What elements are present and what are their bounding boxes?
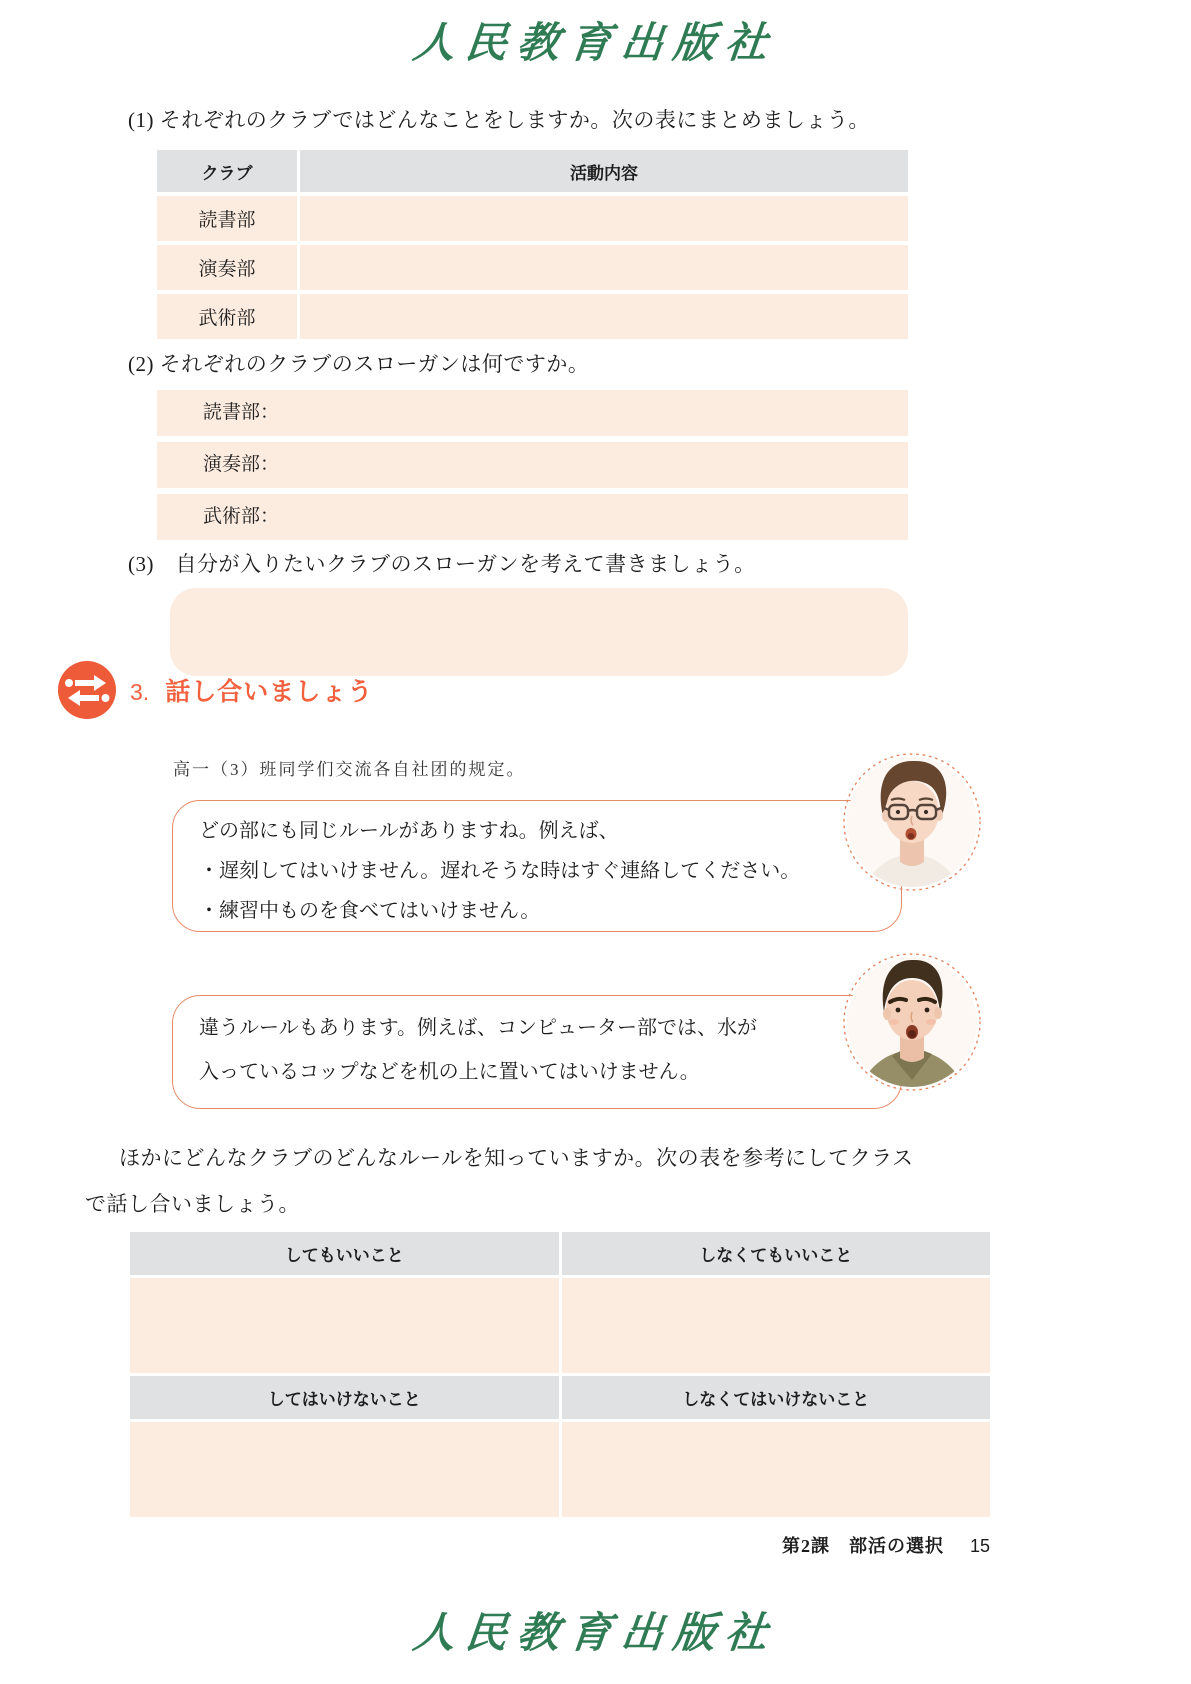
publisher-logo-bottom: 人民教育出版社: [410, 1608, 780, 1657]
publisher-logo-top: 人民教育出版社: [410, 18, 780, 67]
discussion-paragraph: [85, 1135, 1115, 1227]
bubble-line: 入っているコップなどを机の上に置いてはいけません。: [199, 1061, 700, 1083]
table-row: [157, 294, 908, 339]
section-heading: [130, 672, 373, 708]
table-row: [157, 196, 908, 241]
section-title: 話し合いましょう: [165, 678, 374, 706]
slogan-row: 読書部：: [157, 390, 908, 436]
slogan-row: 武術部：: [157, 494, 908, 540]
paragraph-line: ほかにどんなクラブのどんなルールを知っていますか。次の表を参考にしてクラス: [119, 1146, 914, 1170]
discussion-icon: [57, 660, 117, 720]
header-cell-club: クラブ: [157, 150, 297, 192]
bubble-line: 違うルールもあります。例えば、コンピューター部では、水が: [199, 1017, 757, 1039]
rules-cell: [130, 1422, 559, 1517]
clubs-activity-table: [157, 150, 908, 343]
paragraph-line: で話し合いましょう。: [85, 1192, 300, 1216]
activity-cell: [300, 294, 908, 339]
rules-header-row: [130, 1376, 990, 1419]
club-name-cell: 演奏部: [157, 245, 297, 290]
rules-table: [130, 1232, 990, 1520]
rules-blank-row: [130, 1278, 990, 1373]
rules-blank-row: [130, 1422, 990, 1517]
table-row: [157, 245, 908, 290]
instruction-chinese: 高一（3）班同学们交流各自社团的规定。: [173, 760, 526, 779]
bubble-line: どの部にも同じルールがありますね。例えば、: [199, 820, 619, 842]
header-cell-forbidden: してはいけないこと: [130, 1376, 559, 1419]
table-header-row: [157, 150, 908, 192]
speech-bubble: [172, 995, 902, 1109]
speech-bubble: [172, 800, 902, 932]
slogan-row: 演奏部：: [157, 442, 908, 488]
section-number: 3.: [130, 679, 150, 705]
header-cell-allowed: してもいいこと: [130, 1232, 559, 1275]
bubble-line: ・遅刻してはいけません。遅れそうな時はすぐ連絡してください。: [199, 860, 801, 882]
exercise1-prompt: (1) それぞれのクラブではどんなことをしますか。次の表にまとめましょう。: [128, 108, 870, 132]
activity-cell: [300, 196, 908, 241]
page-footer: [782, 1532, 990, 1558]
exercise2-prompt: (2) それぞれのクラブのスローガンは何ですか。: [128, 352, 590, 376]
rules-header-row: [130, 1232, 990, 1275]
exercise3-prompt: (3) 自分が入りたいクラブのスローガンを考えて書きましょう。: [128, 552, 756, 576]
rules-cell: [562, 1422, 991, 1517]
club-name-cell: 武術部: [157, 294, 297, 339]
avatar-student-hoodie-icon: [842, 952, 982, 1092]
header-cell-activity: 活動内容: [300, 150, 908, 192]
rules-cell: [562, 1278, 991, 1373]
footer-page-number: 15: [969, 1536, 990, 1556]
footer-chapter: 第2課 部活の選択: [781, 1536, 944, 1556]
header-cell-not-required: しなくてもいいこと: [562, 1232, 991, 1275]
header-cell-required: しなくてはいけないこと: [562, 1376, 991, 1419]
rules-cell: [130, 1278, 559, 1373]
bubble-line: ・練習中ものを食べてはいけません。: [199, 900, 541, 922]
activity-cell: [300, 245, 908, 290]
slogan-answer-box: [170, 588, 908, 676]
club-name-cell: 読書部: [157, 196, 297, 241]
avatar-student-glasses-icon: [842, 752, 982, 892]
